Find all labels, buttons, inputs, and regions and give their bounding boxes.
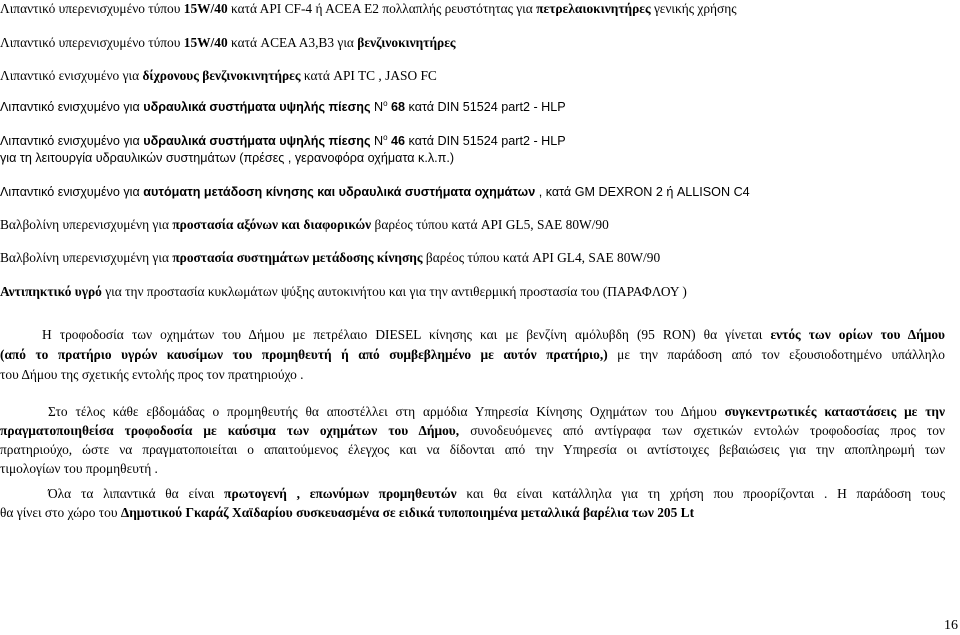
weekly-report-paragraph-line-1: Στο τέλος κάθε εβδομάδας ο προμηθευτής θα αποστέλλει στη αρμόδια Υπηρεσία Κίνησης Οχημάτων του Δήμου συγκεντρωτικές καταστάσεις με την — [48, 404, 945, 419]
item-hydraulic-oil-46-usage: για τη λειτουργία υδραυλικών συστημάτων (πρέσες , γερανοφόρα οχήματα κ.λ.π.) — [0, 151, 455, 165]
item-hydraulic-oil-46: Λιπαντικό ενισχυμένο για υδραυλικά συστήματα υψηλής πίεσης $N^o$ 46 κατά DIN 51524 part2 - HLP — [0, 132, 566, 148]
weekly-report-paragraph-line-3: πρατηριούχο, ώστε να πραγματοποιείται ο απαιτούμενος έλεγχος και να δίδονται από την Υπηρεσία οι αντίστοιχες βεβαιώσεις για την αποπληρωμή των — [0, 442, 945, 457]
item-antifreeze: Αντιπηκτικό υγρό για την προστασία κυκλωμάτων ψύξης αυτοκινήτου και για την αντιθερμική προστασία του (ΠΑΡΑΦΛΟΥ ) — [0, 284, 687, 299]
item-automatic-transmission-fluid: Λιπαντικό ενισχυμένο για αυτόματη μετάδοση κίνησης και υδραυλικά συστήματα οχημάτων , κατά GM DEXRON 2 ή ALLISON C4 — [0, 185, 750, 199]
item-engine-oil-petrol: Λιπαντικό υπερενισχυμένο τύπου 15W/40 κατά ACEA A3,B3 για βενζινοκινητήρες — [0, 35, 456, 50]
page-number: 16 — [944, 618, 958, 633]
weekly-report-paragraph-line-4: τιμολογίων του προμηθευτή . — [0, 461, 158, 476]
item-gear-oil-transmission: Βαλβολίνη υπερενισχυμένη για προστασία συστημάτων μετάδοσης κίνησης βαρέος τύπου κατά API GL4, SAE 80W/90 — [0, 250, 661, 265]
lubricant-delivery-paragraph-line-1: Όλα τα λιπαντικά θα είναι πρωτογενή , επωνύμων προμηθευτών και θα είναι κατάλληλα για τη χρήση που προορίζονται . Η παράδοση τους — [48, 486, 945, 501]
fuel-supply-paragraph-line-2: (από το πρατήριο υγρών καυσίμων του προμηθευτή ή από συμβεβλημένο με αυτόν πρατήριο,) με την παράδοση από τον εξουσιοδοτημένο υπάλληλο — [0, 347, 945, 362]
item-gear-oil-axles: Βαλβολίνη υπερενισχυμένη για προστασία αξόνων και διαφορικών βαρέος τύπου κατά API GL5, SAE 80W/90 — [0, 217, 609, 232]
item-engine-oil-diesel: Λιπαντικό υπερενισχυμένο τύπου 15W/40 κατά ΑPI CF-4 ή ΑCEA E2 πολλαπλής ρευστότητας για πετρελαιοκινητήρες γενικής χρήσης — [0, 1, 737, 16]
weekly-report-paragraph-line-2: πραγματοποιηθείσα τροφοδοσία με καύσιμα των οχημάτων του Δήμου, συνοδευόμενες από αντίγραφα των σχετικών εντολών τροφοδοσίας προς τον — [0, 423, 945, 438]
fuel-supply-paragraph-line-3: του Δήμου της σχετικής εντολής προς τον πρατηριούχο . — [0, 367, 304, 382]
lubricant-delivery-paragraph-line-2: θα γίνει στο χώρο του Δημοτικού Γκαράζ Χαϊδαρίου συσκευασμένα σε ειδικά τυποποιημένα μεταλλικά βαρέλια των 205 Lt — [0, 505, 695, 520]
item-hydraulic-oil-68: Λιπαντικό ενισχυμένο για υδραυλικά συστήματα υψηλής πίεσης $N^o$ 68 κατά DIN 51524 part2 - HLP — [0, 98, 566, 114]
item-two-stroke-oil: Λιπαντικό ενισχυμένο για δίχρονους βενζινοκινητήρες κατά API TC , JASO FC — [0, 68, 437, 83]
fuel-supply-paragraph-line-1: Η τροφοδοσία των οχημάτων του Δήμου με πετρέλαιο DIESEL κίνησης και με βενζίνη αμόλυβδη (95 RON) θα γίνεται εντός των ορίων του Δήμου — [42, 327, 945, 342]
